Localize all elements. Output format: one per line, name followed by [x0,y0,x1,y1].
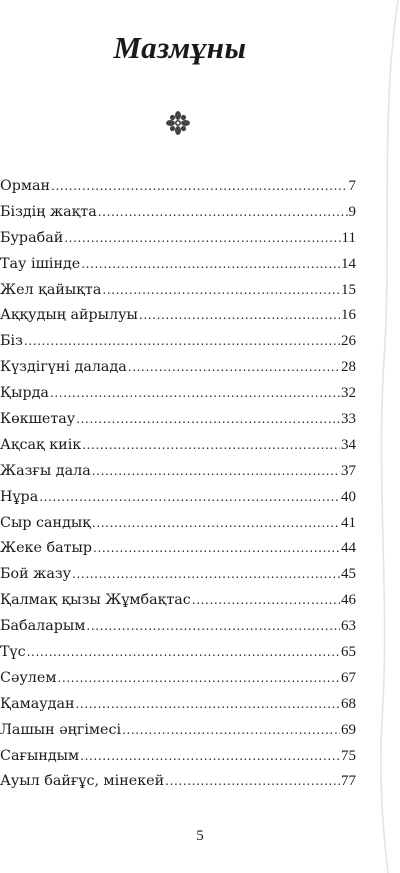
toc-entry-page-number: 11 [341,229,356,246]
toc-entry-page-number: 67 [341,669,356,686]
toc-leader-dots [76,412,340,426]
toc-entry-page-number: 44 [341,540,356,557]
toc-entry[interactable] [0,670,356,696]
toc-entry-title: Сәулем [0,669,57,686]
toc-leader-dots [102,283,340,297]
table-of-contents [0,178,356,799]
toc-entry[interactable] [0,566,356,592]
toc-entry-title: Бурабай [0,229,64,246]
toc-entry[interactable] [0,515,356,541]
toc-entry-page-number: 68 [341,695,356,712]
toc-entry-page-number: 32 [341,385,356,402]
page-title: Мазмұны [113,30,247,65]
toc-entry-title: Тау ішінде [0,255,81,272]
toc-leader-dots [50,386,340,400]
toc-entry[interactable] [0,773,356,799]
toc-entry-title: Бабаларым [0,618,86,635]
toc-entry-page-number: 7 [348,178,356,194]
toc-entry[interactable] [0,437,356,463]
toc-entry-page-number: 77 [341,773,356,790]
toc-leader-dots [39,490,340,504]
toc-entry-title: Нұра [0,488,39,505]
toc-entry-page-number: 45 [341,566,356,583]
toc-entry[interactable] [0,644,356,670]
toc-entry[interactable] [0,204,356,230]
toc-entry[interactable] [0,256,356,282]
toc-entry-page-number: 75 [341,747,356,764]
toc-entry-page-number: 15 [341,281,356,298]
toc-entry[interactable] [0,178,356,204]
toc-entry-title: Біздің жақта [0,203,97,220]
toc-entry-page-number: 33 [341,411,356,428]
toc-entry[interactable] [0,489,356,515]
toc-entry[interactable] [0,333,356,359]
toc-entry[interactable] [0,463,356,489]
toc-entry[interactable] [0,230,356,256]
toc-entry[interactable] [0,748,356,774]
toc-leader-dots [139,308,340,322]
toc-entry[interactable] [0,282,356,308]
toc-entry-title: Аққудың айрылуы [0,307,138,324]
toc-entry-page-number: 14 [341,255,356,272]
toc-leader-dots [98,205,348,219]
toc-entry-title: Қамаудан [0,695,75,712]
toc-leader-dots [128,360,340,374]
toc-entry-page-number: 28 [341,359,356,376]
toc-entry-title: Біз [0,333,23,350]
toc-entry-page-number: 26 [341,333,356,350]
toc-entry-page-number: 41 [341,514,356,531]
toc-leader-dots [92,516,340,530]
toc-leader-dots [82,438,340,452]
page-number: 5 [196,828,204,844]
toc-leader-dots [86,619,340,633]
toc-entry-title: Жел қайықта [0,281,102,298]
toc-entry-page-number: 69 [341,721,356,738]
toc-leader-dots [64,231,340,245]
toc-leader-dots [24,334,340,348]
toc-entry-title: Көкшетау [0,411,76,428]
toc-entry[interactable] [0,696,356,722]
toc-entry[interactable] [0,359,356,385]
toc-leader-dots [72,567,340,581]
toc-entry-page-number: 34 [341,436,356,453]
toc-leader-dots [192,593,340,607]
toc-entry-title: Қырда [0,385,49,402]
toc-entry-title: Сағындым [0,747,80,764]
toc-entry[interactable] [0,540,356,566]
toc-entry-title: Бой жазу [0,566,72,583]
toc-entry-title: Ақсақ киік [0,436,82,453]
toc-entry-page-number: 37 [341,462,356,479]
toc-leader-dots [122,723,340,737]
toc-entry[interactable] [0,307,356,333]
toc-entry-title: Түс [0,644,26,661]
toc-entry-title: Ауыл байғұс, мінекей [0,773,165,790]
toc-leader-dots [27,645,340,659]
toc-entry-page-number: 46 [341,592,356,609]
toc-entry[interactable] [0,385,356,411]
toc-entry-title: Сыр сандық [0,514,91,531]
toc-entry[interactable] [0,592,356,618]
toc-entry-title: Қалмақ қызы Жұмбақтас [0,592,191,609]
toc-entry-page-number: 16 [341,307,356,324]
toc-entry-page-number: 65 [341,644,356,661]
flower-ornament-icon [165,110,191,136]
toc-entry-page-number: 40 [341,488,356,505]
toc-entry[interactable] [0,618,356,644]
toc-leader-dots [57,671,340,685]
toc-leader-dots [80,749,340,763]
toc-entry-page-number: 63 [341,618,356,635]
toc-entry[interactable] [0,411,356,437]
toc-entry-title: Жазғы дала [0,462,91,479]
toc-leader-dots [93,541,340,555]
toc-leader-dots [51,179,347,193]
toc-leader-dots [92,464,340,478]
toc-entry-title: Күздігүні далада [0,359,127,376]
toc-entry[interactable] [0,722,356,748]
toc-entry-title: Лашын әңгімесі [0,721,122,738]
toc-leader-dots [165,774,340,788]
toc-entry-title: Орман [0,178,51,194]
toc-leader-dots [76,697,340,711]
toc-leader-dots [81,257,340,271]
toc-entry-title: Жеке батыр [0,540,93,557]
toc-entry-page-number: 9 [348,203,356,220]
